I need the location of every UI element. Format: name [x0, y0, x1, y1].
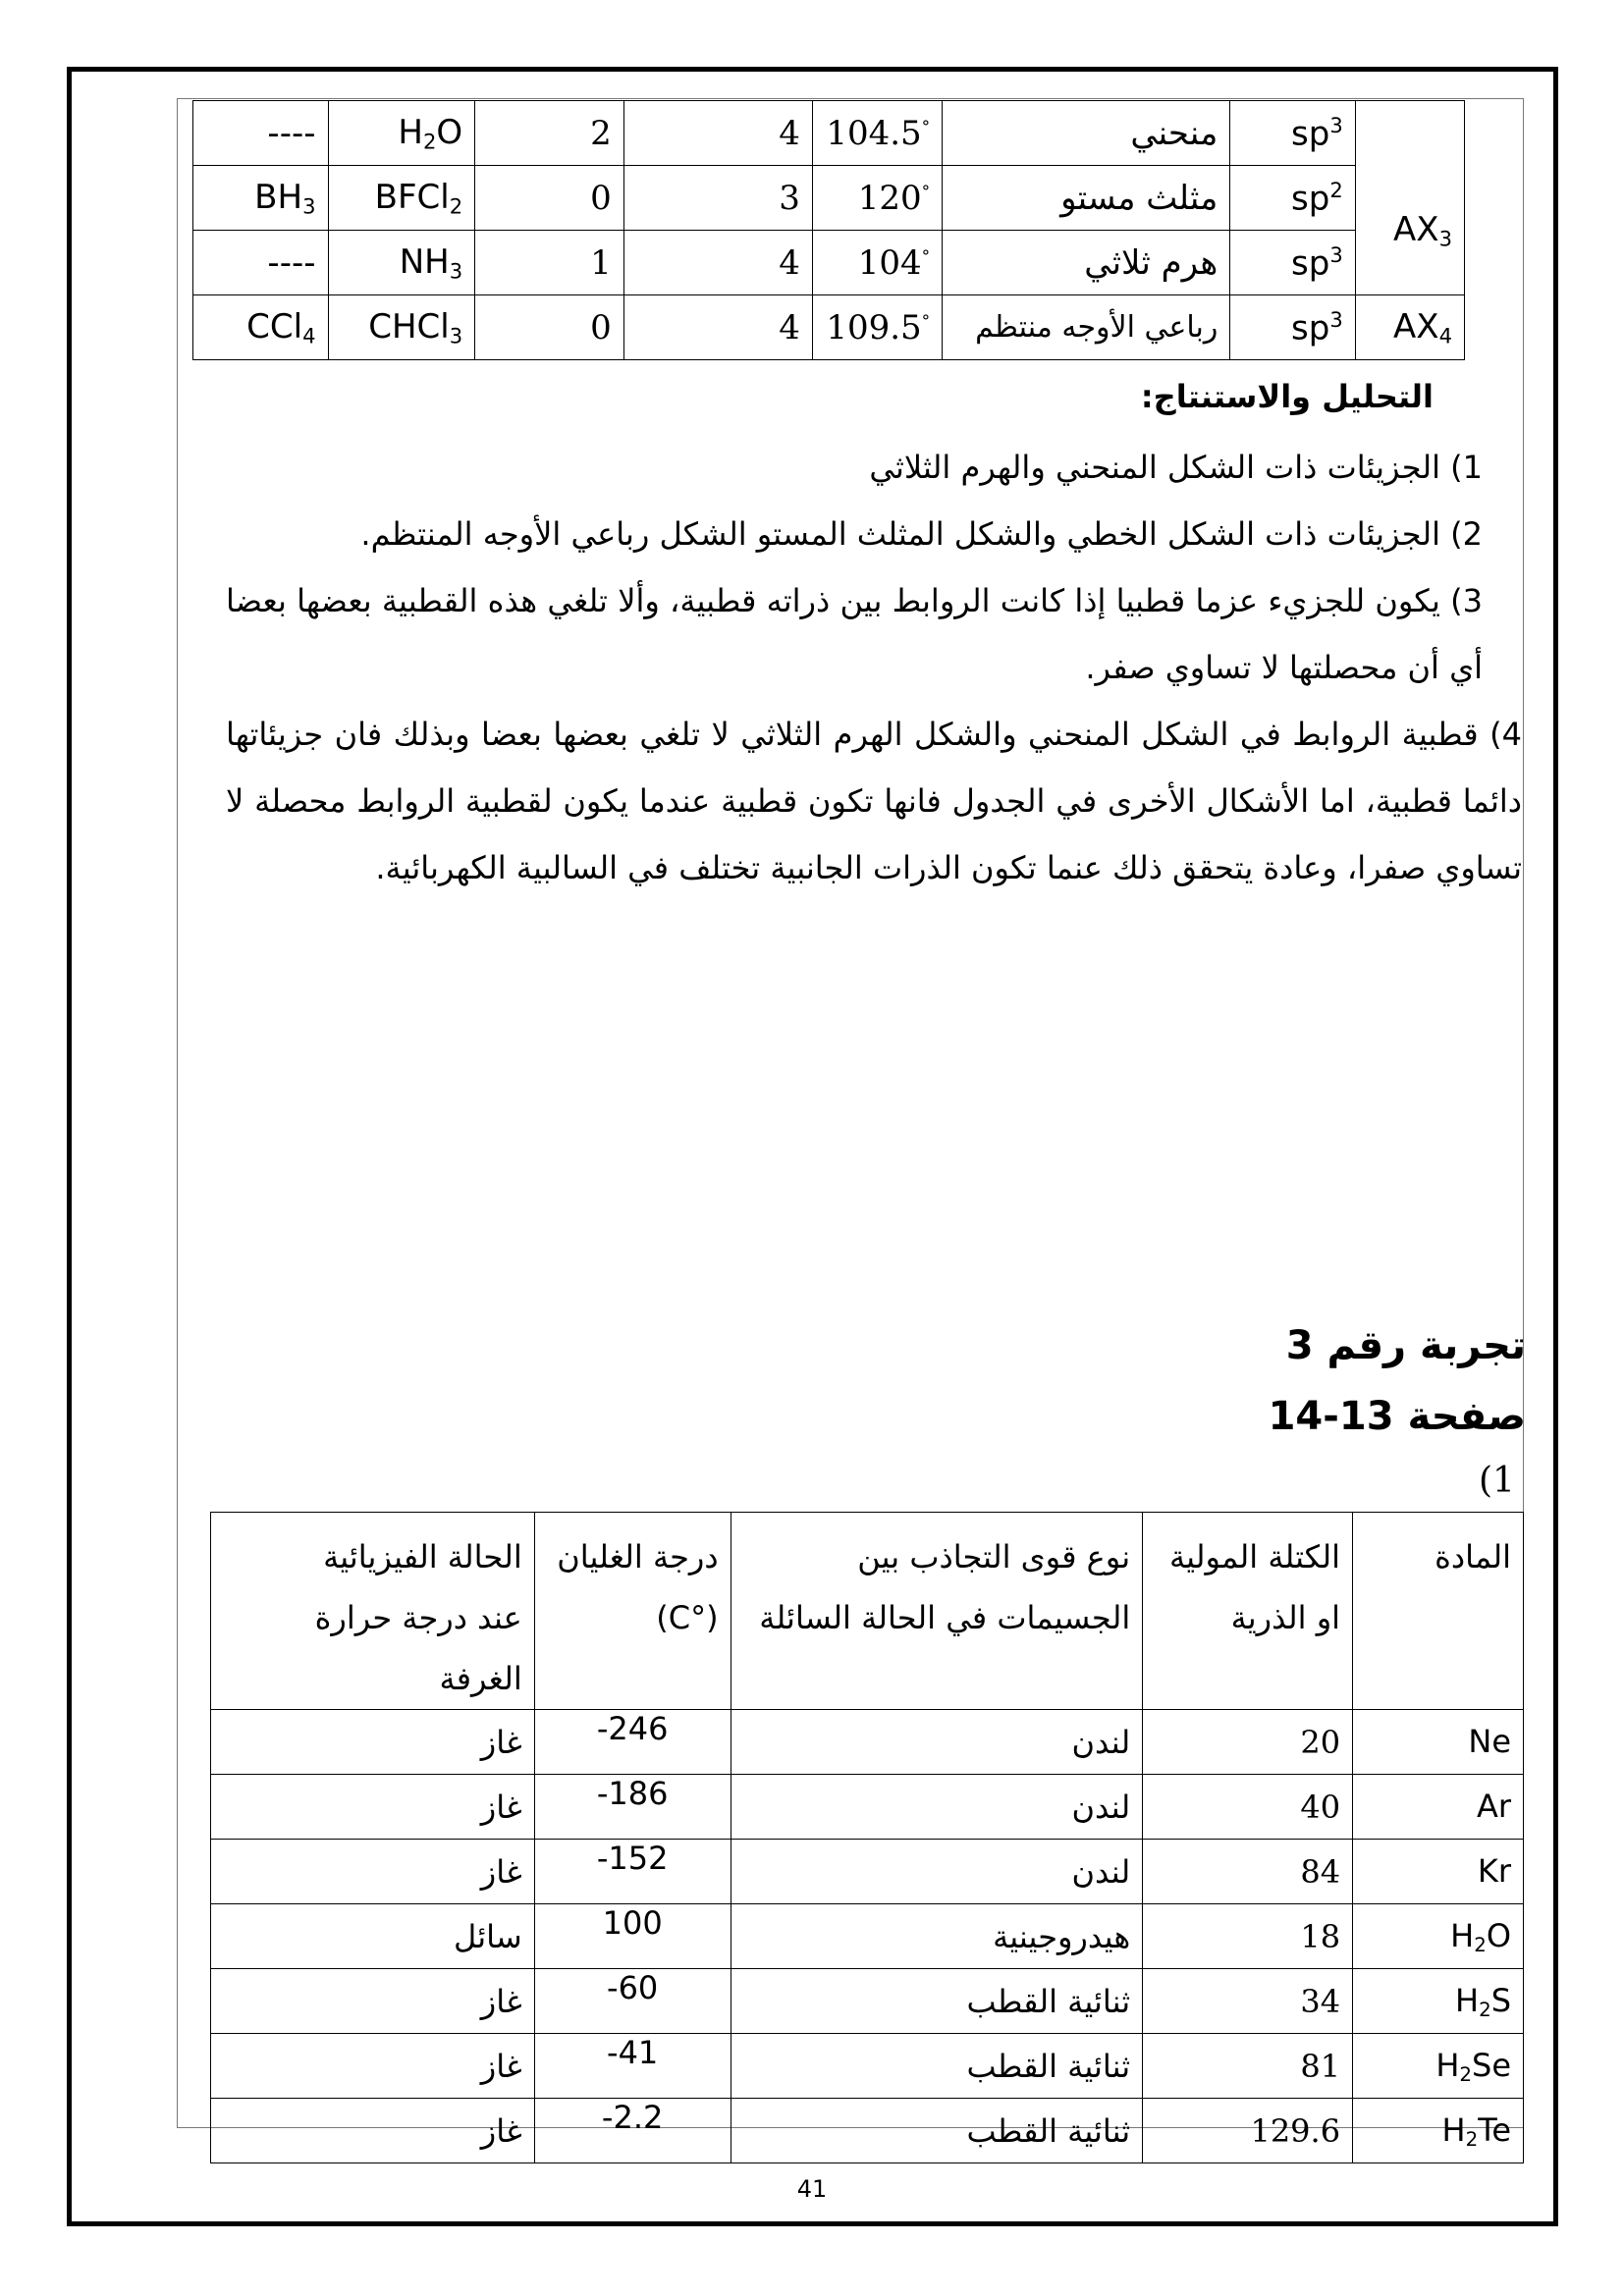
mass-cell: 129.6: [1143, 2099, 1353, 2163]
forces-cell: ثنائية القطب: [731, 1969, 1143, 2034]
analysis-item: 2) الجزيئات ذات الشكل الخطي والشكل المثلث المستو الشكل رباعي الأوجه المنتظم.: [360, 515, 1483, 553]
shape-cell: رباعي الأوجه منتظم: [943, 295, 1230, 360]
page-reference: صفحة 13-14: [1268, 1394, 1526, 1439]
lone-pairs-cell: 0: [475, 295, 624, 360]
table-row: [211, 1969, 1524, 2034]
angle-cell: 109.5°: [812, 295, 942, 360]
state-cell: غاز: [211, 2099, 535, 2163]
analysis-section: [226, 363, 1522, 901]
substance-cell: Ar: [1353, 1775, 1524, 1840]
domains-cell: 4: [623, 231, 812, 295]
boiling-cell: -152: [534, 1840, 731, 1904]
mass-cell: 40: [1143, 1775, 1353, 1840]
boiling-cell: -246: [534, 1710, 731, 1775]
example-cell: $H_2O$: [328, 101, 475, 166]
mass-cell: 34: [1143, 1969, 1353, 2034]
table-row: [211, 1710, 1524, 1775]
mass-cell: 20: [1143, 1710, 1353, 1775]
page-number: 41: [796, 2175, 828, 2203]
substance-cell: $H_2O$: [1353, 1904, 1524, 1969]
forces-cell: لندن: [731, 1710, 1143, 1775]
angle-cell: 104.5°: [812, 101, 942, 166]
example-cell: $BH_3$: [193, 166, 329, 231]
state-cell: غاز: [211, 1840, 535, 1904]
substance-cell: Kr: [1353, 1840, 1524, 1904]
example-cell: ----: [193, 231, 329, 295]
shape-cell: مثلث مستو: [943, 166, 1230, 231]
domains-cell: 4: [623, 295, 812, 360]
experiment-title: تجربة رقم 3: [1285, 1323, 1526, 1368]
hybrid-cell: $sp^3$: [1230, 295, 1355, 360]
table-row: [193, 101, 1465, 166]
analysis-item: 1) الجزيئات ذات الشكل المنحني والهرم الثلاثي: [869, 449, 1483, 486]
boiling-cell: -41: [534, 2034, 731, 2099]
table-row: [193, 231, 1465, 295]
state-cell: غاز: [211, 1710, 535, 1775]
hybrid-cell: $sp^3$: [1230, 101, 1355, 166]
example-cell: CCl$_4$: [193, 295, 329, 360]
forces-cell: هيدروجينية: [731, 1904, 1143, 1969]
mass-cell: 84: [1143, 1840, 1353, 1904]
domains-cell: 3: [623, 166, 812, 231]
domains-cell: 4: [623, 101, 812, 166]
table-row: [211, 1840, 1524, 1904]
forces-cell: ثنائية القطب: [731, 2099, 1143, 2163]
substance-cell: $H_2S$: [1353, 1969, 1524, 2034]
type-cell: $AX_4$: [1355, 295, 1464, 360]
item-label: (1: [1479, 1461, 1515, 1501]
header-boiling: درجة الغليان (°C): [534, 1513, 731, 1710]
analysis-title: التحليل والاستنتاج:: [1140, 378, 1434, 415]
example-cell: CHCl$_3$: [328, 295, 475, 360]
state-cell: سائل: [211, 1904, 535, 1969]
lone-pairs-cell: 1: [475, 231, 624, 295]
mass-cell: 81: [1143, 2034, 1353, 2099]
analysis-item: 4) قطبية الروابط في الشكل المنحني والشكل الهرم الثلاثي لا تلغي بعضها بعضا وبذلك فان جزيئاتها دائما قطبية، اما الأشكال الأخرى في الجدول فانها تكون قطبية عندما يكون لقطبية الروابط محصلة لا تساوي صفرا، وعادة يتحقق ذلك عنما تكون الذرات الجانبية تختلف في السالبية الكهربائية.: [226, 716, 1522, 886]
table-row: [211, 2034, 1524, 2099]
boiling-cell: -186: [534, 1775, 731, 1840]
table-row: [211, 2099, 1524, 2163]
boiling-cell: -60: [534, 1969, 731, 2034]
type-cell: [1355, 101, 1464, 166]
angle-cell: 104°: [812, 231, 942, 295]
example-cell: $NH_3$: [328, 231, 475, 295]
state-cell: غاز: [211, 1969, 535, 2034]
table-row: [193, 295, 1465, 360]
hybrid-cell: $sp^2$: [1230, 166, 1355, 231]
header-mass: الكتلة المولية او الذرية: [1143, 1513, 1353, 1710]
state-cell: غاز: [211, 1775, 535, 1840]
table-header-row: [211, 1513, 1524, 1710]
state-cell: غاز: [211, 2034, 535, 2099]
boiling-cell: 100: [534, 1904, 731, 1969]
vsepr-table: [192, 100, 1465, 360]
shape-cell: هرم ثلاثي: [943, 231, 1230, 295]
analysis-item: 3) يكون للجزيء عزما قطبيا إذا كانت الروابط بين ذراته قطبية، وألا تلغي هذه القطبية بعضها بعضا أي أن محصلتها لا تساوي صفر.: [226, 582, 1483, 686]
example-cell: BFCl$_2$: [328, 166, 475, 231]
type-cell: $AX_3$: [1355, 166, 1464, 295]
boiling-cell: -2.2: [534, 2099, 731, 2163]
table-row: [211, 1775, 1524, 1840]
table-row: [193, 166, 1465, 231]
boiling-points-table: [210, 1512, 1524, 2163]
hybrid-cell: $sp^3$: [1230, 231, 1355, 295]
shape-cell: منحني: [943, 101, 1230, 166]
forces-cell: لندن: [731, 1775, 1143, 1840]
angle-cell: 120°: [812, 166, 942, 231]
header-state: الحالة الفيزيائية عند درجة حرارة الغرفة: [211, 1513, 535, 1710]
header-forces: نوع قوى التجاذب بين الجسيمات في الحالة السائلة: [731, 1513, 1143, 1710]
table-row: [211, 1904, 1524, 1969]
substance-cell: $H_2Te$: [1353, 2099, 1524, 2163]
lone-pairs-cell: 2: [475, 101, 624, 166]
header-substance: المادة: [1353, 1513, 1524, 1710]
substance-cell: Ne: [1353, 1710, 1524, 1775]
substance-cell: $H_2Se$: [1353, 2034, 1524, 2099]
forces-cell: لندن: [731, 1840, 1143, 1904]
mass-cell: 18: [1143, 1904, 1353, 1969]
forces-cell: ثنائية القطب: [731, 2034, 1143, 2099]
example-cell: ----: [193, 101, 329, 166]
lone-pairs-cell: 0: [475, 166, 624, 231]
